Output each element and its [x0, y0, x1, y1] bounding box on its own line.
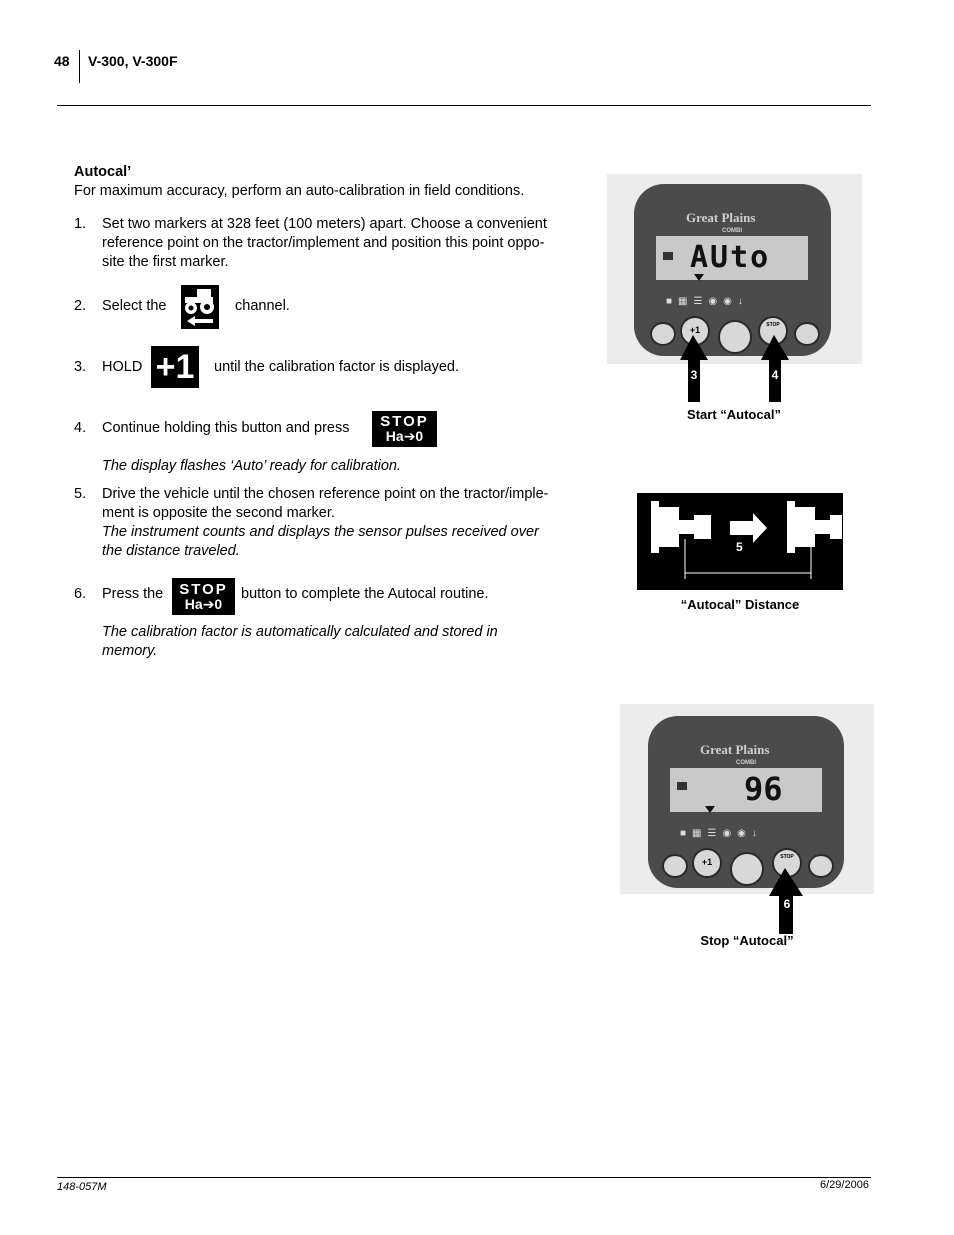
tractor-right: [795, 507, 815, 547]
channel-icons-row: ■▦☰◉◉↓: [666, 296, 749, 307]
console-photo-stop: [620, 704, 874, 894]
caption-start-autocal: Start “Autocal”: [687, 407, 781, 422]
section-title: Autocal’: [74, 164, 132, 180]
step-3-post: until the calibration factor is displayed.: [214, 359, 460, 375]
step-6-pre: Press the: [102, 586, 164, 602]
step-5-number: 5.: [74, 486, 87, 502]
step-6-note: The calibration factor is automatically calculated and stored in memory.: [102, 624, 498, 659]
step-4-note: The display flashes ‘Auto’ ready for calibration.: [102, 458, 402, 474]
step-2-pre: Select the: [102, 298, 167, 314]
step-3-number: 3.: [74, 359, 87, 375]
down-button[interactable]: [730, 852, 764, 886]
lcd-screen: [670, 768, 822, 812]
autocal-distance-diagram: [637, 493, 843, 590]
lcd-readout: AUto: [690, 240, 771, 275]
step-6-post: button to complete the Autocal routine.: [241, 586, 489, 602]
callout-label-4: 4: [769, 368, 781, 382]
callout-label-6: 6: [781, 897, 793, 911]
lcd-readout: 96: [744, 770, 783, 808]
step-3-pre: HOLD: [102, 359, 143, 375]
page-number: 48: [54, 53, 70, 69]
model-label: COMBI: [736, 760, 756, 766]
tractor-channel-icon: [181, 285, 219, 329]
lcd-pointer-icon: [694, 274, 704, 281]
stop-ha-icon: STOP Ha ➔ 0: [172, 578, 235, 615]
step-1-text: Set two markers at 328 feet (100 meters) apart. Choose a convenient reference point on the tractor/implement and position this point oppo- site the first marker.: [102, 216, 547, 270]
brand-label: Great Plains: [700, 742, 770, 757]
distance-label-5: 5: [736, 540, 743, 554]
step-1-number: 1.: [74, 216, 87, 232]
step-5-text: Drive the vehicle until the chosen reference point on the tractor/imple- ment is opposite the second marker. The instrument counts and displays the sensor pulses received over the distance traveled.: [102, 486, 549, 559]
header-title: V-300, V-300F: [88, 53, 178, 69]
step-4-pre: Continue holding this button and press: [102, 420, 350, 436]
channel-icons-row: ■▦☰◉◉↓: [680, 828, 763, 839]
left-button[interactable]: [662, 854, 688, 878]
stop-button[interactable]: STOP: [758, 316, 788, 346]
header-rule: [57, 105, 871, 106]
stop-button[interactable]: STOP: [772, 848, 802, 878]
intro-text: For maximum accuracy, perform an auto-calibration in field conditions.: [74, 183, 525, 199]
header-divider: [79, 50, 80, 83]
direction-arrow-icon: [730, 513, 767, 543]
lcd-pointer-icon: [705, 806, 715, 813]
stop-ha-icon: STOP Ha ➔ 0: [372, 411, 437, 447]
plus-one-button[interactable]: +1: [692, 848, 722, 878]
footer-rule: [57, 1177, 871, 1178]
plus-one-button[interactable]: +1: [680, 316, 710, 346]
step-2-number: 2.: [74, 298, 87, 314]
step-6-number: 6.: [74, 586, 87, 602]
footer-date: 6/29/2006: [820, 1179, 869, 1191]
lcd-indicator-icon: [663, 252, 673, 260]
model-label: COMBI: [722, 228, 742, 234]
step-4-number: 4.: [74, 420, 87, 436]
marker-right: [787, 501, 795, 553]
lcd-screen: [656, 236, 808, 280]
plus-one-icon: +1: [151, 346, 199, 388]
marker-left: [651, 501, 659, 553]
tractor-left: [659, 507, 679, 547]
caption-autocal-distance: “Autocal” Distance: [680, 597, 800, 612]
footer-doc-number: 148-057M: [57, 1181, 107, 1193]
brand-label: Great Plains: [686, 210, 756, 225]
caption-stop-autocal: Stop “Autocal”: [700, 933, 794, 948]
step-2-post: channel.: [235, 298, 290, 314]
lcd-indicator-icon: [677, 782, 687, 790]
callout-label-3: 3: [688, 368, 700, 382]
